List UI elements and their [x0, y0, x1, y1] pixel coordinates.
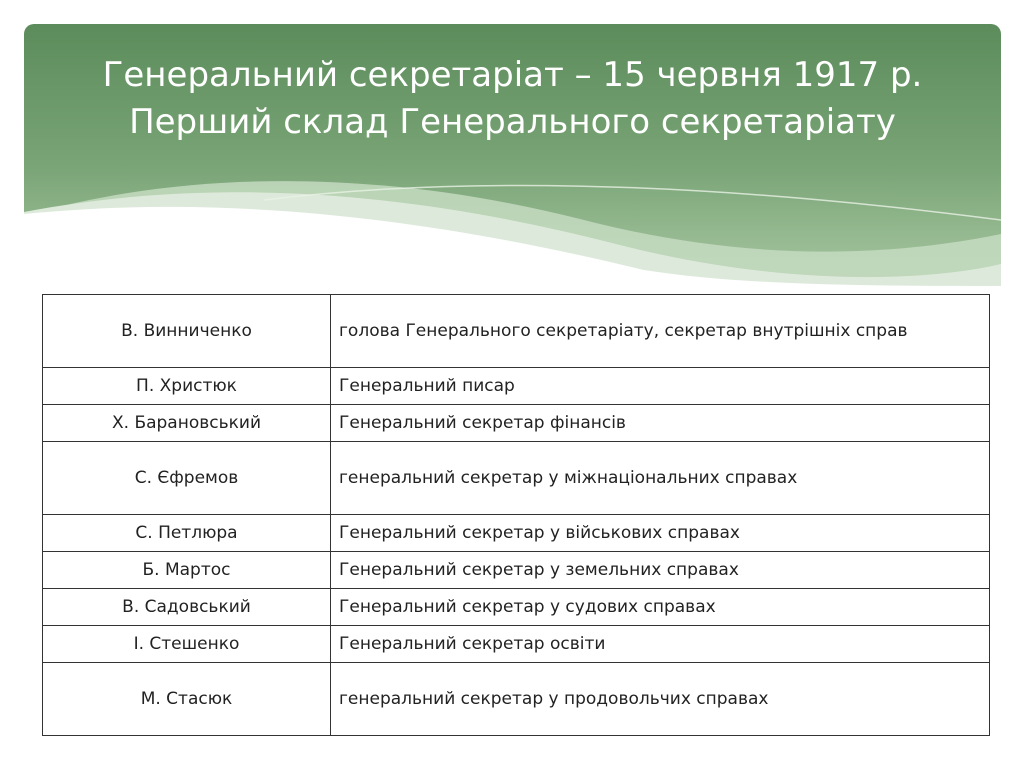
- table-row: [43, 589, 990, 626]
- table-row: [43, 368, 990, 405]
- member-role: Генеральний секретар освіти: [331, 626, 990, 663]
- member-name: В. Винниченко: [43, 295, 331, 368]
- secretariat-table-body: [43, 295, 990, 736]
- member-role: Генеральний секретар у земельних справах: [331, 552, 990, 589]
- title-line-2: Перший склад Генерального секретаріату: [129, 102, 896, 142]
- member-name: С. Петлюра: [43, 515, 331, 552]
- table-row: [43, 663, 990, 736]
- member-role: Генеральний секретар фінансів: [331, 405, 990, 442]
- table-row: [43, 405, 990, 442]
- table-row: [43, 552, 990, 589]
- page-title: [24, 52, 1001, 146]
- member-name: І. Стешенко: [43, 626, 331, 663]
- table-row: [43, 626, 990, 663]
- member-role: Генеральний секретар у військових справах: [331, 515, 990, 552]
- table-row: [43, 295, 990, 368]
- table-row: [43, 442, 990, 515]
- member-role: генеральний секретар у міжнаціональних справах: [331, 442, 990, 515]
- secretariat-table: [42, 294, 990, 736]
- table-row: [43, 515, 990, 552]
- member-name: Х. Барановський: [43, 405, 331, 442]
- title-line-1: Генеральний секретаріат – 15 червня 1917 р.: [102, 55, 923, 95]
- member-name: П. Христюк: [43, 368, 331, 405]
- member-name: М. Стасюк: [43, 663, 331, 736]
- member-role: Генеральний секретар у судових справах: [331, 589, 990, 626]
- member-role: Генеральний писар: [331, 368, 990, 405]
- member-role: генеральний секретар у продовольчих справах: [331, 663, 990, 736]
- member-name: С. Єфремов: [43, 442, 331, 515]
- member-name: Б. Мартос: [43, 552, 331, 589]
- member-name: В. Садовський: [43, 589, 331, 626]
- member-role: голова Генерального секретаріату, секретар внутрішніх справ: [331, 295, 990, 368]
